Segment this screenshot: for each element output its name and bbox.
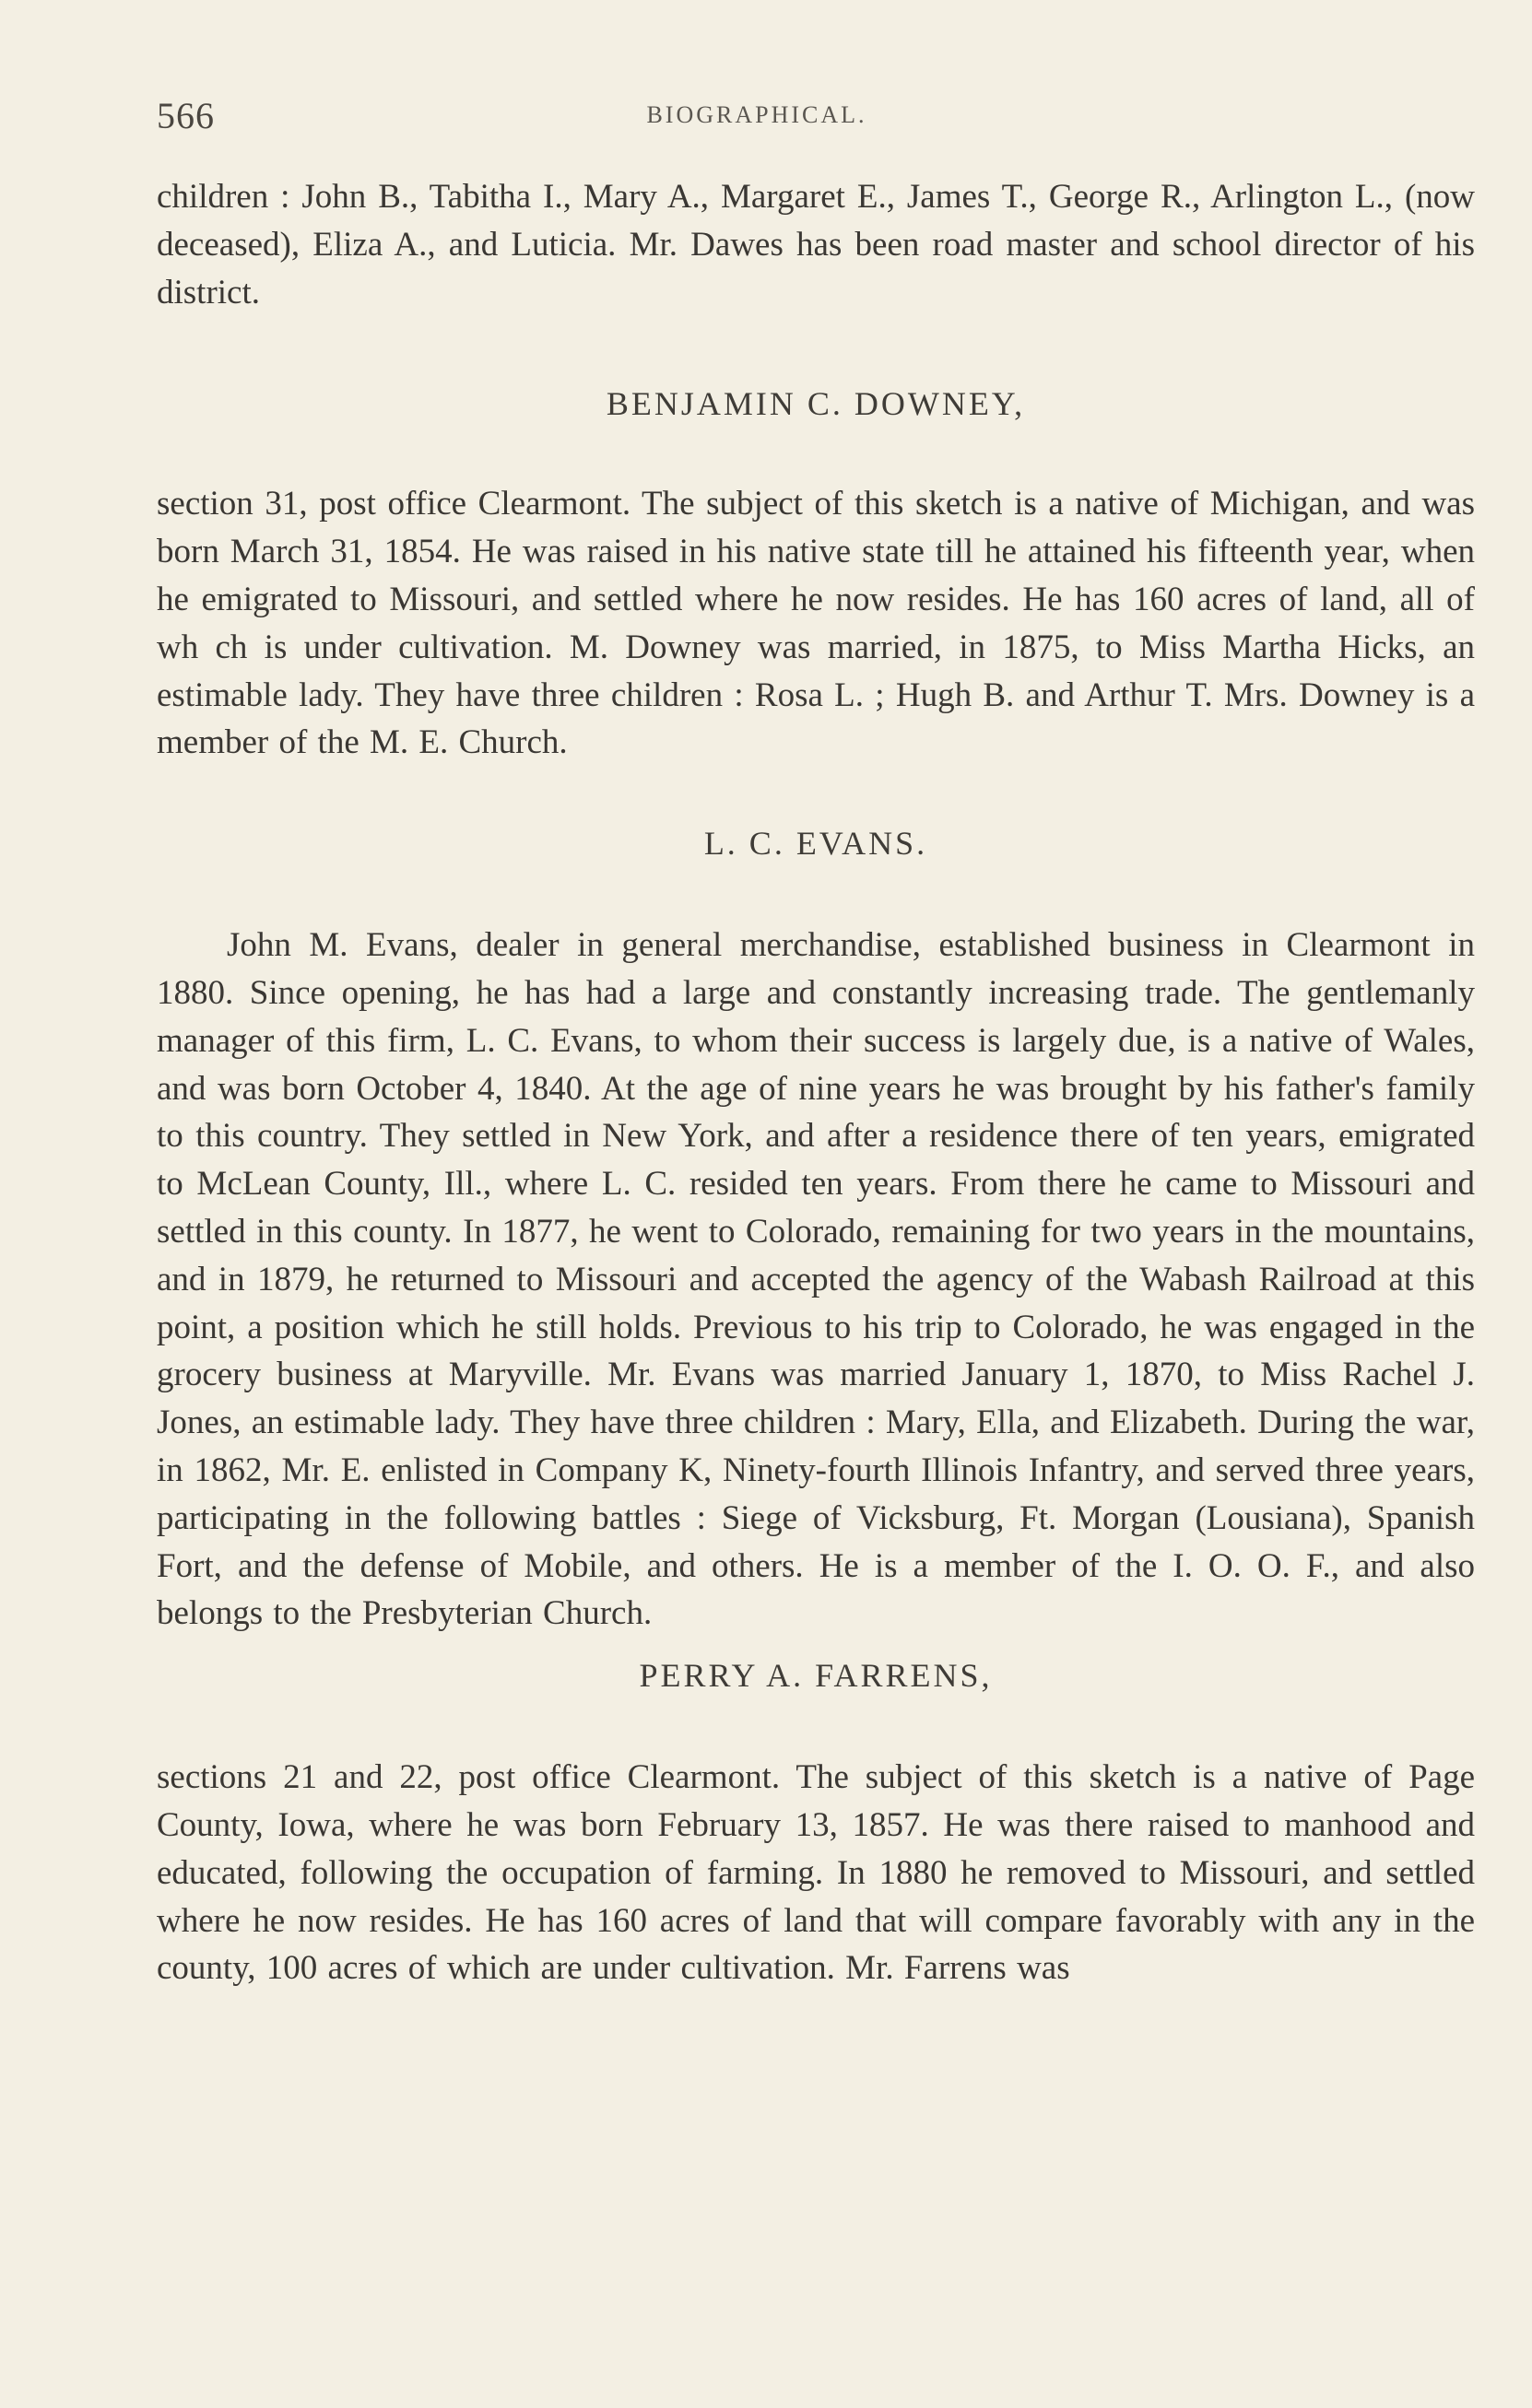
farrens-heading: PERRY A. FARRENS, (639, 1657, 993, 1695)
farrens-paragraph: sections 21 and 22, post office Clearmont. The subject of this sketch is a native of Page County, Iowa, where he was born February 13, 1857. He was there raised to manhood and educated, following the occupation of farming. In 1880 he removed to Missouri, and settled where he now resides. He has 160 acres of land that will compare favorably with any in the county, 100 acres of which are under cultivation. Mr. Farrens was (157, 1758, 1475, 1988)
running-head (157, 94, 1357, 149)
evans-paragraph: John M. Evans, dealer in general merchandise, established business in Clearmont in 1880. Since opening, he has had a large and constantly increasing trade. The gentlemanly manager of this firm, L. C. Evans, to whom their success is largely due, is a native of Wales, and was born October 4, 1840. At the age of nine years he was brought by his father's family to this country. They settled in New York, and after a residence there of ten years, emigrated to McLean County, Ill., where L. C. resided ten years. From there he came to Missouri and settled in this county. In 1877, he went to Colorado, remaining for two years in the mountains, and in 1879, he returned to Missouri and accepted the agency of the Wabash Railroad at this point, a position which he still holds. Previous to his trip to Colorado, he was engaged in the grocery business at Maryville. Mr. Evans was married January 1, 1870, to Miss Rachel J. Jones, an estimable lady. They have three children : Mary, Ella, and Elizabeth. During the war, in 1862, Mr. E. enlisted in Company K, Ninety-fourth Illinois Infantry, and served three years, participating in the following battles : Siege of Vicksburg, Ft. Morgan (Lousiana), Spanish Fort, and the defense of Mobile, and others. He is a member of the I. O. O. F., and also belongs to the Presbyterian Church. (157, 926, 1475, 1633)
page-body (157, 173, 1475, 1992)
page-number: 566 (157, 95, 215, 136)
dawes-continuation-paragraph: children : John B., Tabitha I., Mary A., Margaret E., James T., George R., Arlington L., (now deceased), Eliza A., and Luticia. Mr. Dawes has been road master and school director of his district. (157, 178, 1475, 311)
downey-heading: BENJAMIN C. DOWNEY, (606, 385, 1026, 423)
running-title: BIOGRAPHICAL. (646, 101, 867, 128)
evans-heading: L. C. EVANS. (703, 825, 928, 863)
downey-paragraph: section 31, post office Clearmont. The subject of this sketch is a native of Michigan, and was born March 31, 1854. He was raised in his native state till he attained his fifteenth year, when he emigrated to Missouri, and settled where he now resides. He has 160 acres of land, all of wh ch is under cultivation. M. Downey was married, in 1875, to Miss Martha Hicks, an estimable lady. They have three children : Rosa L. ; Hugh B. and Arthur T. Mrs. Downey is a member of the M. E. Church. (157, 485, 1475, 762)
